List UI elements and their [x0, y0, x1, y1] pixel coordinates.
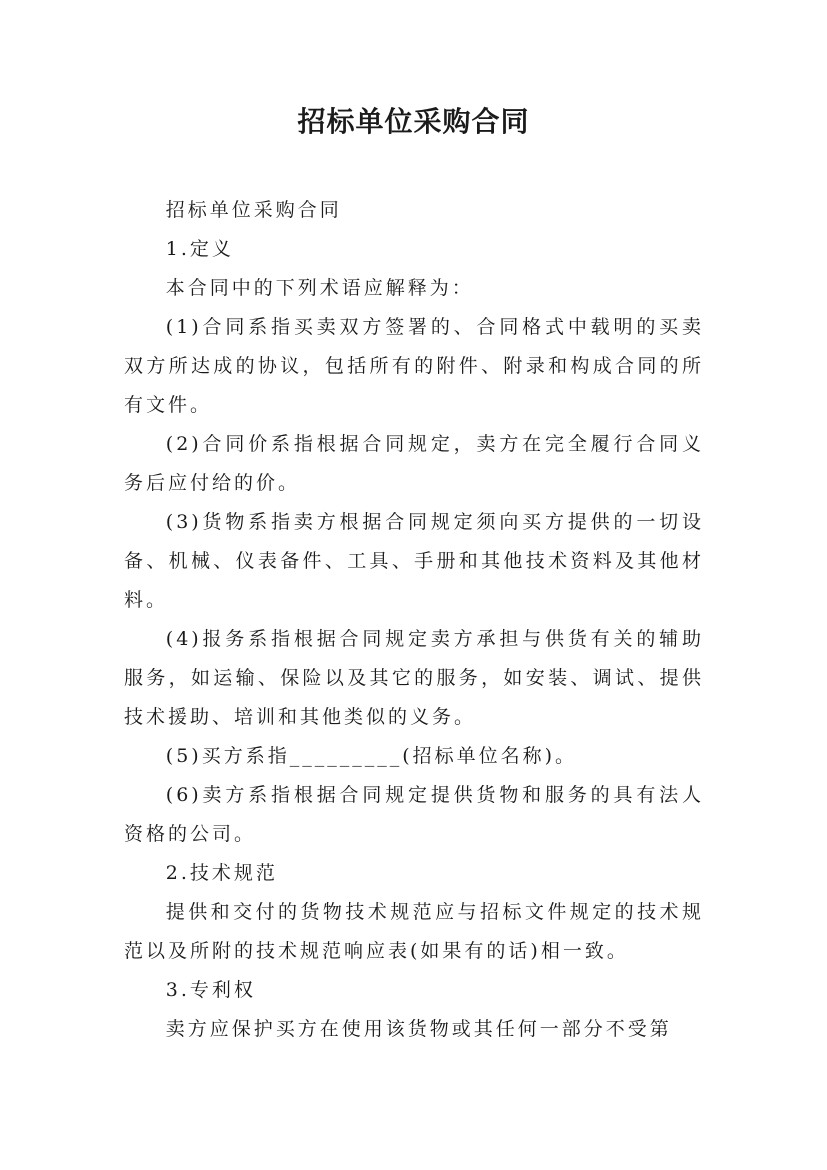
document-title: 招标单位采购合同: [297, 105, 530, 138]
paragraph-term-contract: (1)合同系指买卖双方签署的、合同格式中载明的买卖双方所达成的协议，包括所有的附件、附录和构成合同的所有文件。: [124, 316, 704, 416]
paragraph-terms-intro: 本合同中的下列术语应解释为：: [165, 277, 474, 299]
paragraph-term-services: (4)报务系指根据合同规定卖方承担与供货有关的辅助服务，如运输、保险以及其它的服务，如安装、调试、提供技术援助、培训和其他类似的义务。: [124, 628, 704, 728]
section-heading-patent-rights: 3.专利权: [165, 979, 256, 1001]
paragraph-term-buyer: (5)买方系指_________(招标单位名称)。: [165, 745, 578, 767]
paragraph-term-contract-price: (2)合同价系指根据合同规定，卖方在完全履行合同义务后应付给的价。: [124, 433, 704, 494]
paragraph-patent-rights: 卖方应保护买方在使用该货物或其任何一部分不受第: [165, 1018, 672, 1040]
paragraph-intro-title: 招标单位采购合同: [165, 199, 342, 221]
paragraph-technical-specs: 提供和交付的货物技术规范应与招标文件规定的技术规范以及所附的技术规范响应表(如果有的话)相一致。: [124, 901, 704, 962]
paragraph-term-seller: (6)卖方系指根据合同规定提供货物和服务的具有法人资格的公司。: [124, 784, 704, 845]
section-heading-definitions: 1.定义: [165, 238, 234, 260]
paragraph-term-goods: (3)货物系指卖方根据合同规定须向买方提供的一切设备、机械、仪表备件、工具、手册和其他技术资料及其他材料。: [124, 511, 704, 611]
document-body: [124, 191, 704, 1049]
section-heading-technical-specs: 2.技术规范: [165, 862, 278, 884]
